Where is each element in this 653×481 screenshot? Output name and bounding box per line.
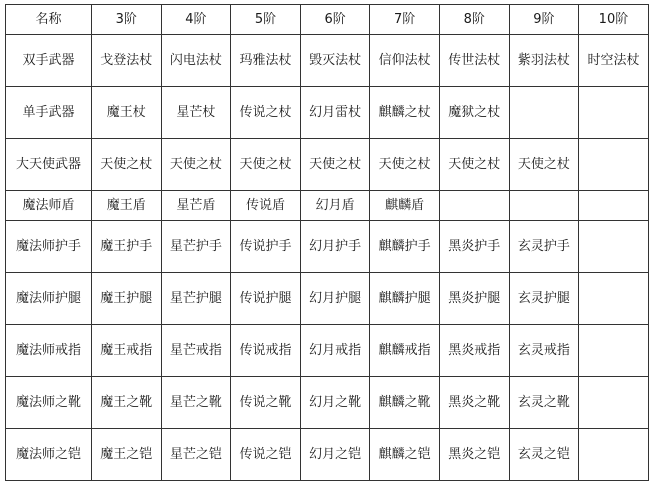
table-cell — [509, 191, 579, 221]
table-cell: 幻月戒指 — [300, 325, 370, 377]
table-cell: 玛雅法杖 — [231, 35, 301, 87]
table-cell: 星芒护手 — [161, 221, 231, 273]
header-cell-tier-5: 5阶 — [231, 5, 301, 35]
table-cell: 毁灭法杖 — [300, 35, 370, 87]
table-row — [6, 273, 649, 325]
table-cell: 传说护手 — [231, 221, 301, 273]
equipment-tier-table — [5, 4, 649, 481]
table-cell — [579, 87, 649, 139]
header-cell-tier-6: 6阶 — [300, 5, 370, 35]
row-label: 魔法师护腿 — [6, 273, 92, 325]
header-cell-tier-8: 8阶 — [439, 5, 509, 35]
table-cell: 星芒杖 — [161, 87, 231, 139]
row-label: 魔法师护手 — [6, 221, 92, 273]
table-cell: 魔王之铠 — [92, 429, 162, 481]
table-cell: 魔王戒指 — [92, 325, 162, 377]
table-cell: 传说之靴 — [231, 377, 301, 429]
table-cell: 幻月盾 — [300, 191, 370, 221]
table-cell: 黑炎护腿 — [439, 273, 509, 325]
table-cell: 魔王护手 — [92, 221, 162, 273]
table-cell: 魔狱之杖 — [439, 87, 509, 139]
table-cell: 天使之杖 — [370, 139, 440, 191]
table-row — [6, 221, 649, 273]
table-cell: 传说之杖 — [231, 87, 301, 139]
header-cell-name: 名称 — [6, 5, 92, 35]
table-cell: 麒麟戒指 — [370, 325, 440, 377]
table-cell: 信仰法杖 — [370, 35, 440, 87]
table-cell: 传说盾 — [231, 191, 301, 221]
table-cell: 闪电法杖 — [161, 35, 231, 87]
table-cell: 星芒盾 — [161, 191, 231, 221]
table-cell — [579, 273, 649, 325]
table-cell: 天使之杖 — [300, 139, 370, 191]
table-cell: 黑炎戒指 — [439, 325, 509, 377]
header-cell-tier-9: 9阶 — [509, 5, 579, 35]
table-cell: 时空法杖 — [579, 35, 649, 87]
table-cell: 魔王杖 — [92, 87, 162, 139]
table-row — [6, 429, 649, 481]
table-row — [6, 87, 649, 139]
table-cell — [579, 429, 649, 481]
table-cell: 麒麟之铠 — [370, 429, 440, 481]
table-cell: 黑炎之铠 — [439, 429, 509, 481]
table-header-row — [6, 5, 649, 35]
table-row — [6, 325, 649, 377]
header-cell-tier-7: 7阶 — [370, 5, 440, 35]
table-cell: 麒麟护腿 — [370, 273, 440, 325]
table-cell — [579, 377, 649, 429]
table-row — [6, 35, 649, 87]
table-cell: 星芒护腿 — [161, 273, 231, 325]
table-cell: 星芒之靴 — [161, 377, 231, 429]
row-label: 大天使武器 — [6, 139, 92, 191]
table-cell: 麒麟之靴 — [370, 377, 440, 429]
row-label: 魔法师之靴 — [6, 377, 92, 429]
table-cell: 麒麟护手 — [370, 221, 440, 273]
table-cell — [579, 139, 649, 191]
table-cell: 魔王盾 — [92, 191, 162, 221]
header-cell-tier-10: 10阶 — [579, 5, 649, 35]
table-cell: 幻月之靴 — [300, 377, 370, 429]
table-cell — [579, 221, 649, 273]
table-cell: 幻月雷杖 — [300, 87, 370, 139]
table-cell — [579, 191, 649, 221]
table-cell: 天使之杖 — [92, 139, 162, 191]
header-cell-tier-3: 3阶 — [92, 5, 162, 35]
table-cell: 星芒之铠 — [161, 429, 231, 481]
table-cell: 幻月护手 — [300, 221, 370, 273]
table-cell: 玄灵之铠 — [509, 429, 579, 481]
table-row — [6, 191, 649, 221]
table-cell: 传世法杖 — [439, 35, 509, 87]
table-cell: 魔王之靴 — [92, 377, 162, 429]
table-cell — [579, 325, 649, 377]
row-label: 单手武器 — [6, 87, 92, 139]
table-cell: 麒麟之杖 — [370, 87, 440, 139]
table-cell: 魔王护腿 — [92, 273, 162, 325]
table-cell: 天使之杖 — [509, 139, 579, 191]
table-cell: 星芒戒指 — [161, 325, 231, 377]
table-cell: 玄灵戒指 — [509, 325, 579, 377]
table-cell: 玄灵之靴 — [509, 377, 579, 429]
table-cell: 紫羽法杖 — [509, 35, 579, 87]
table-cell: 传说之铠 — [231, 429, 301, 481]
table-cell: 黑炎之靴 — [439, 377, 509, 429]
table-row — [6, 377, 649, 429]
row-label: 魔法师之铠 — [6, 429, 92, 481]
row-label: 魔法师盾 — [6, 191, 92, 221]
table-cell: 麒麟盾 — [370, 191, 440, 221]
row-label: 魔法师戒指 — [6, 325, 92, 377]
table-cell: 传说护腿 — [231, 273, 301, 325]
table-cell: 天使之杖 — [439, 139, 509, 191]
table-cell: 戈登法杖 — [92, 35, 162, 87]
table-cell: 传说戒指 — [231, 325, 301, 377]
table-cell — [509, 87, 579, 139]
table-cell: 玄灵护手 — [509, 221, 579, 273]
table-cell: 天使之杖 — [161, 139, 231, 191]
table-row — [6, 139, 649, 191]
header-cell-tier-4: 4阶 — [161, 5, 231, 35]
row-label: 双手武器 — [6, 35, 92, 87]
table-cell: 天使之杖 — [231, 139, 301, 191]
table-cell: 幻月之铠 — [300, 429, 370, 481]
table-cell — [439, 191, 509, 221]
table-cell: 幻月护腿 — [300, 273, 370, 325]
table-cell: 玄灵护腿 — [509, 273, 579, 325]
table-cell: 黑炎护手 — [439, 221, 509, 273]
